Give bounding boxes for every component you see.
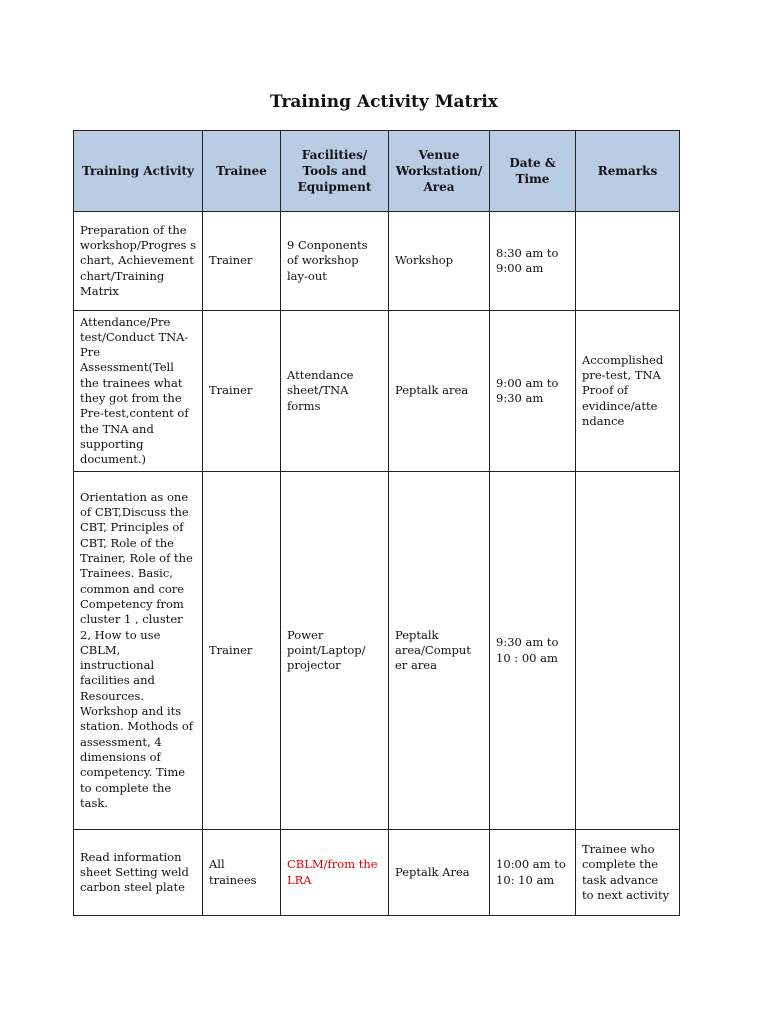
page-title: Training Activity Matrix xyxy=(270,92,498,112)
cell-remarks xyxy=(576,212,680,311)
cell-venue: Peptalk Area xyxy=(389,830,490,916)
header-remarks: Remarks xyxy=(576,131,680,212)
cell-facilities: Attendance sheet/TNA forms xyxy=(281,311,389,472)
cell-remarks xyxy=(576,472,680,830)
cell-venue: Peptalk area xyxy=(389,311,490,472)
cell-remarks: Accomplished pre-test, TNA Proof of evidince/atte ndance xyxy=(576,311,680,472)
cell-trainee: Trainer xyxy=(203,472,281,830)
cell-date-time: 10:00 am to 10: 10 am xyxy=(490,830,576,916)
cell-date-time: 9:00 am to 9:30 am xyxy=(490,311,576,472)
cell-remarks: Trainee who complete the task advance to next activity xyxy=(576,830,680,916)
table-header-row xyxy=(74,131,680,212)
cell-venue: Workshop xyxy=(389,212,490,311)
table-row xyxy=(74,311,680,472)
cell-activity: Attendance/Pre test/Conduct TNA-Pre Assessment(Tell the trainees what they got from the Pre-test,content of the TNA and supporting document.) xyxy=(74,311,203,472)
cell-activity: Orientation as one of CBT,Discuss the CBT, Principles of CBT, Role of the Trainer, Role of the Trainees. Basic, common and core Competency from cluster 1 , cluster 2, How to use CBLM, instructional facilities and Resources. Workshop and its station. Mothods of assessment, 4 dimensions of competency. Time to complete the task. xyxy=(74,472,203,830)
cell-date-time: 9:30 am to 10 : 00 am xyxy=(490,472,576,830)
cell-venue: Peptalk area/Comput er area xyxy=(389,472,490,830)
cell-facilities: 9 Conponents of workshop lay-out xyxy=(281,212,389,311)
training-activity-table xyxy=(73,130,680,916)
table-row xyxy=(74,830,680,916)
cell-date-time: 8:30 am to 9:00 am xyxy=(490,212,576,311)
header-venue: Venue Workstation/ Area xyxy=(389,131,490,212)
table-row xyxy=(74,472,680,830)
cell-facilities: Power point/Laptop/ projector xyxy=(281,472,389,830)
cell-facilities: CBLM/from the LRA xyxy=(281,830,389,916)
cell-activity: Read information sheet Setting weld carbon steel plate xyxy=(74,830,203,916)
header-trainee: Trainee xyxy=(203,131,281,212)
cell-trainee: All trainees xyxy=(203,830,281,916)
cell-trainee: Trainer xyxy=(203,212,281,311)
header-facilities: Facilities/ Tools and Equipment xyxy=(281,131,389,212)
cell-trainee: Trainer xyxy=(203,311,281,472)
header-date-time: Date & Time xyxy=(490,131,576,212)
cell-activity: Preparation of the workshop/Progres s chart, Achievement chart/Training Matrix xyxy=(74,212,203,311)
header-training-activity: Training Activity xyxy=(74,131,203,212)
table-row xyxy=(74,212,680,311)
